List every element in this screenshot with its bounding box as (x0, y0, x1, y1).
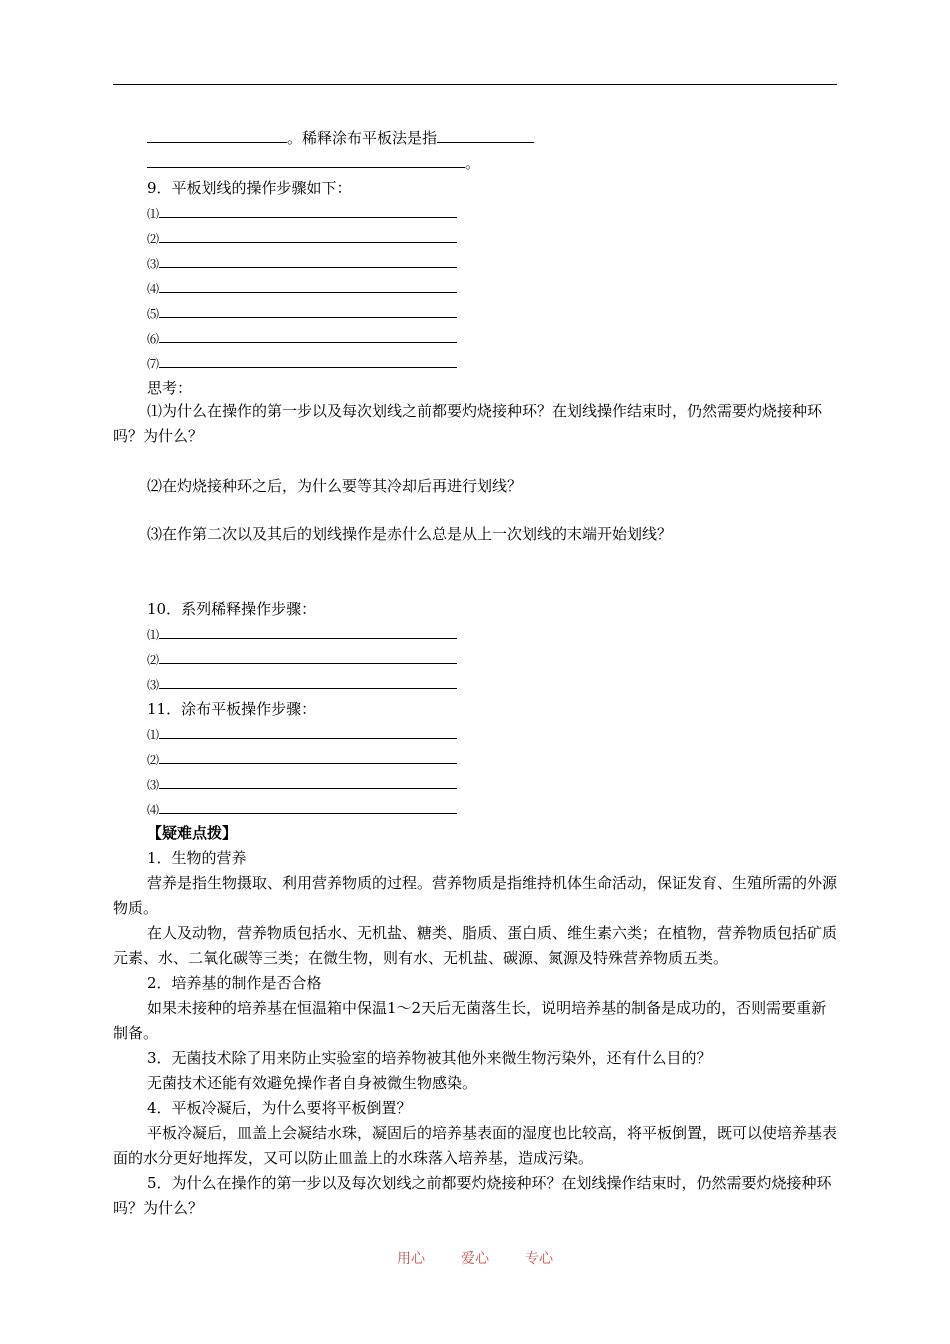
answer-blank[interactable] (147, 151, 465, 168)
answer-blank[interactable] (159, 722, 457, 739)
section-title: 1．生物的营养 (147, 849, 247, 867)
q8-end: 。 (465, 154, 481, 172)
answer-blank[interactable] (159, 226, 457, 243)
paragraph: 在人及动物，营养物质包括水、无机盐、糖类、脂质、蛋白质、维生素六类；在植物，营养物质包括矿质元素、水、二氧化碳等三类；在微生物，则有水、无机盐、碳源、氮源及特殊营养物质五类。 (113, 924, 838, 967)
answer-blank[interactable] (159, 797, 457, 814)
q9-step: ⑷ (147, 276, 837, 301)
footer-text: 用心 (397, 1251, 425, 1267)
answer-blank[interactable] (159, 647, 457, 664)
answer-blank[interactable] (159, 301, 457, 318)
q11-step: ⑵ (147, 747, 837, 772)
footer (0, 1248, 950, 1268)
paragraph: 营养是指生物摄取、利用营养物质的过程。营养物质是指维持机体生命活动，保证发育、生殖所需的外源物质。 (113, 874, 838, 917)
answer-blank[interactable] (159, 276, 457, 293)
q9-step: ⑹ (147, 326, 837, 351)
q10-step: ⑶ (147, 672, 837, 697)
q10-title: 10．系列稀释操作步骤： (147, 600, 317, 618)
think-question-3: ⑶在作第二次以及其后的划线操作是赤什么总是从上一次划线的末端开始划线？ (147, 525, 673, 543)
q9-title: 9．平板划线的操作步骤如下： (147, 179, 352, 197)
q11-step: ⑴ (147, 722, 837, 747)
answer-blank[interactable] (159, 622, 457, 639)
section-title: 3．无菌技术除了用来防止实验室的培养物被其他外来微生物污染外，还有什么目的？ (147, 1049, 712, 1067)
answer-blank[interactable] (159, 251, 457, 268)
answer-blank[interactable] (159, 747, 457, 764)
q8-tail-line (147, 126, 837, 151)
q11-title: 11．涂布平板操作步骤： (147, 700, 317, 718)
answer-blank[interactable] (159, 351, 457, 368)
q11-step: ⑶ (147, 772, 837, 797)
q8-text: 。稀释涂布平板法是指 (287, 129, 438, 147)
section-title: 2．培养基的制作是否合格 (147, 974, 322, 992)
paragraph: 如果未接种的培养基在恒温箱中保温1～2天后无菌落生长，说明培养基的制备是成功的，否则需要重新制备。 (113, 999, 827, 1042)
answer-blank[interactable] (147, 126, 287, 143)
q9-step: ⑶ (147, 251, 837, 276)
q8-tail-line-2 (147, 151, 837, 176)
section-title: 4．平板冷凝后，为什么要将平板倒置？ (147, 1099, 412, 1117)
q9-step: ⑸ (147, 301, 837, 326)
q9-step: ⑴ (147, 201, 837, 226)
q11-step: ⑷ (147, 797, 837, 822)
footer-text: 专心 (525, 1251, 553, 1267)
q9-step: ⑺ (147, 351, 837, 376)
q10-step: ⑵ (147, 647, 837, 672)
answer-blank[interactable] (437, 126, 534, 143)
paragraph: 无菌技术还能有效避免操作者自身被微生物感染。 (147, 1074, 478, 1092)
paragraph: 平板冷凝后，皿盖上会凝结水珠，凝固后的培养基表面的湿度也比较高，将平板倒置，既可以使培养基表面的水分更好地挥发，又可以防止皿盖上的水珠落入培养基，造成污染。 (113, 1124, 838, 1167)
header-rule (113, 84, 837, 85)
think-label: 思考： (147, 379, 193, 397)
q9-step: ⑵ (147, 226, 837, 251)
answer-blank[interactable] (159, 326, 457, 343)
think-question-2: ⑵在灼烧接种环之后，为什么要等其冷却后再进行划线？ (147, 477, 523, 495)
footer-text: 爱心 (461, 1251, 489, 1267)
answer-blank[interactable] (159, 772, 457, 789)
section-title: 5．为什么在操作的第一步以及每次划线之前都要灼烧接种环？在划线操作结束时，仍然需要灼烧接种环吗？为什么？ (113, 1174, 832, 1217)
difficulty-heading: 【疑难点拨】 (147, 824, 238, 842)
q10-step: ⑴ (147, 622, 837, 647)
think-question-1: ⑴为什么在操作的第一步以及每次划线之前都要灼烧接种环？在划线操作结束时，仍然需要灼烧接种环吗？为什么？ (113, 402, 823, 445)
answer-blank[interactable] (159, 672, 457, 689)
answer-blank[interactable] (159, 201, 457, 218)
